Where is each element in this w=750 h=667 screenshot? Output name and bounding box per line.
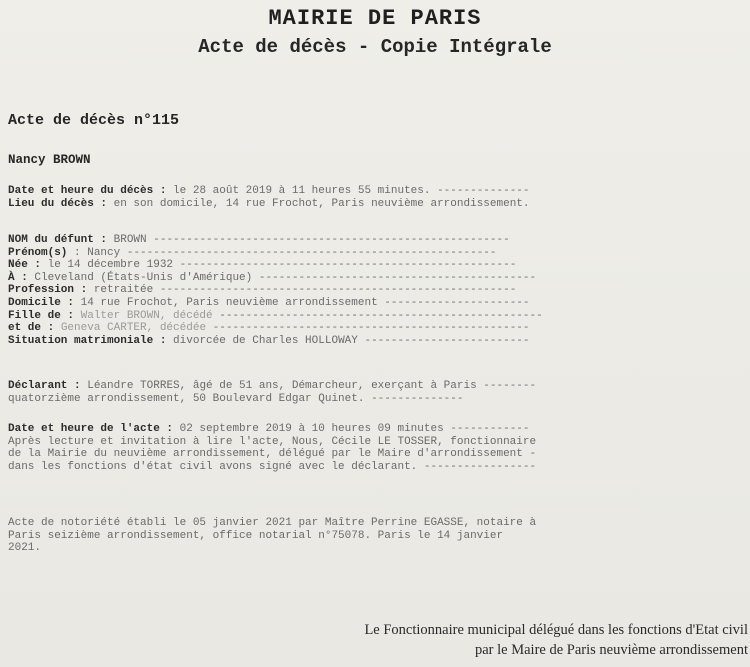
father-dashes: ------------------------------------------------- bbox=[219, 309, 543, 322]
signature-line-1: Le Fonctionnaire municipal délégué dans les fonctions d'Etat civil bbox=[364, 622, 748, 638]
declarant-label: Déclarant : bbox=[8, 380, 81, 392]
prenom-dashes: -------------------------------------------------------- bbox=[126, 246, 497, 259]
nom-dashes: ------------------------------------------------------ bbox=[153, 234, 510, 246]
nee-line bbox=[8, 259, 543, 272]
act-block bbox=[8, 423, 536, 473]
prenom-label: Prénom(s) bbox=[8, 246, 68, 259]
nee-dashes: --------------------------------------------------- bbox=[179, 259, 517, 272]
profession-value: retraitée bbox=[87, 284, 160, 297]
document-title: MAIRIE DE PARIS bbox=[268, 6, 482, 31]
notoriety-line-3: 2021. bbox=[8, 542, 42, 555]
death-place-label: Lieu du décès : bbox=[8, 197, 108, 210]
domicile-value: 14 rue Frochot, Paris neuvième arrondissement bbox=[74, 296, 385, 309]
situation-dashes: ------------------------- bbox=[364, 334, 530, 347]
father-label: Fille de : bbox=[8, 309, 75, 322]
profession-dashes: ------------------------------------------------------ bbox=[159, 284, 517, 297]
nee-label: Née : bbox=[8, 259, 42, 272]
declarant-dashes-1: -------- bbox=[483, 380, 537, 392]
death-date-line bbox=[8, 185, 530, 198]
mother-label: et de : bbox=[8, 322, 55, 335]
death-date-label: Date et heure du décès : bbox=[8, 185, 167, 197]
act-text-line-2: Après lecture et invitation à lire l'acte, Nous, Cécile LE TOSSER, fonctionnaire bbox=[8, 435, 537, 448]
nom-value: BROWN bbox=[107, 234, 154, 246]
prenom-line bbox=[8, 247, 543, 260]
mother-dashes: ------------------------------------------------ bbox=[212, 322, 530, 335]
profession-label: Profession : bbox=[8, 284, 88, 297]
death-date-value: le 28 août 2019 à 11 heures 55 minutes. bbox=[166, 185, 438, 197]
domicile-label: Domicile : bbox=[8, 296, 75, 309]
domicile-dashes: ---------------------- bbox=[384, 296, 530, 309]
domicile-line bbox=[8, 297, 543, 310]
profession-line bbox=[8, 284, 543, 297]
nom-label: NOM du défunt : bbox=[8, 234, 108, 246]
nom-line bbox=[8, 234, 543, 247]
situation-line bbox=[8, 335, 543, 348]
act-date-value: 02 septembre 2019 à 10 heures 09 minutes bbox=[173, 423, 451, 435]
act-text-line-4 bbox=[8, 461, 536, 474]
declarant-block bbox=[8, 380, 536, 405]
act-date-label: Date et heure de l'acte : bbox=[8, 423, 174, 435]
birthplace-value: Cleveland (États-Unis d'Amérique) bbox=[27, 271, 259, 284]
birthplace-dashes: ------------------------------------------ bbox=[258, 271, 537, 284]
death-place-line bbox=[8, 198, 530, 211]
birthplace-line bbox=[8, 272, 543, 285]
act-number: Acte de décès n°115 bbox=[8, 112, 180, 129]
birthplace-label: À : bbox=[8, 271, 28, 284]
document-subtitle: Acte de décès - Copie Intégrale bbox=[198, 36, 552, 58]
declarant-dashes-2: -------------- bbox=[371, 392, 464, 405]
situation-label: Situation matrimoniale : bbox=[8, 334, 167, 347]
death-place-value: en son domicile, 14 rue Frochot, Paris neuvième arrondissement. bbox=[107, 197, 530, 210]
father-value: Walter BROWN, décédé bbox=[74, 309, 220, 322]
declarant-line-1 bbox=[8, 380, 536, 393]
act-date-line bbox=[8, 423, 536, 436]
declarant-address: quatorzième arrondissement, 50 Boulevard Edgar Quinet. bbox=[8, 392, 372, 405]
deceased-block bbox=[8, 234, 543, 347]
mother-value: Geneva CARTER, décédée bbox=[54, 322, 213, 335]
father-line bbox=[8, 310, 543, 323]
situation-value: divorcée de Charles HOLLOWAY bbox=[166, 334, 365, 347]
death-date-dashes: -------------- bbox=[437, 185, 530, 197]
prenom-value: : Nancy bbox=[67, 246, 127, 259]
person-name: Nancy BROWN bbox=[8, 153, 91, 167]
act-text-line-4-text: dans les fonctions d'état civil avons signé avec le déclarant. bbox=[8, 460, 424, 473]
notoriety-line-2: Paris seizième arrondissement, office notarial n°75078. Paris le 14 janvier bbox=[8, 529, 504, 542]
notoriety-block bbox=[8, 517, 536, 555]
act-text-line-3: de la Mairie du neuvième arrondissement, délégué par le Maire d'arrondissement - bbox=[8, 448, 537, 461]
notoriety-line-1: Acte de notoriété établi le 05 janvier 2021 par Maître Perrine EGASSE, notaire à bbox=[8, 517, 537, 529]
act-text-line-4-dashes: ----------------- bbox=[423, 460, 537, 473]
mother-line bbox=[8, 322, 543, 335]
signature-line-2: par le Maire de Paris neuvième arrondissement bbox=[475, 642, 748, 658]
declarant-line-2 bbox=[8, 393, 536, 406]
death-info-block bbox=[8, 185, 530, 210]
act-date-dashes: ------------ bbox=[450, 423, 530, 435]
signature-block bbox=[364, 620, 748, 660]
declarant-value: Léandre TORRES, âgé de 51 ans, Démarcheur, exerçant à Paris bbox=[80, 380, 484, 392]
nee-value: le 14 décembre 1932 bbox=[41, 259, 180, 272]
